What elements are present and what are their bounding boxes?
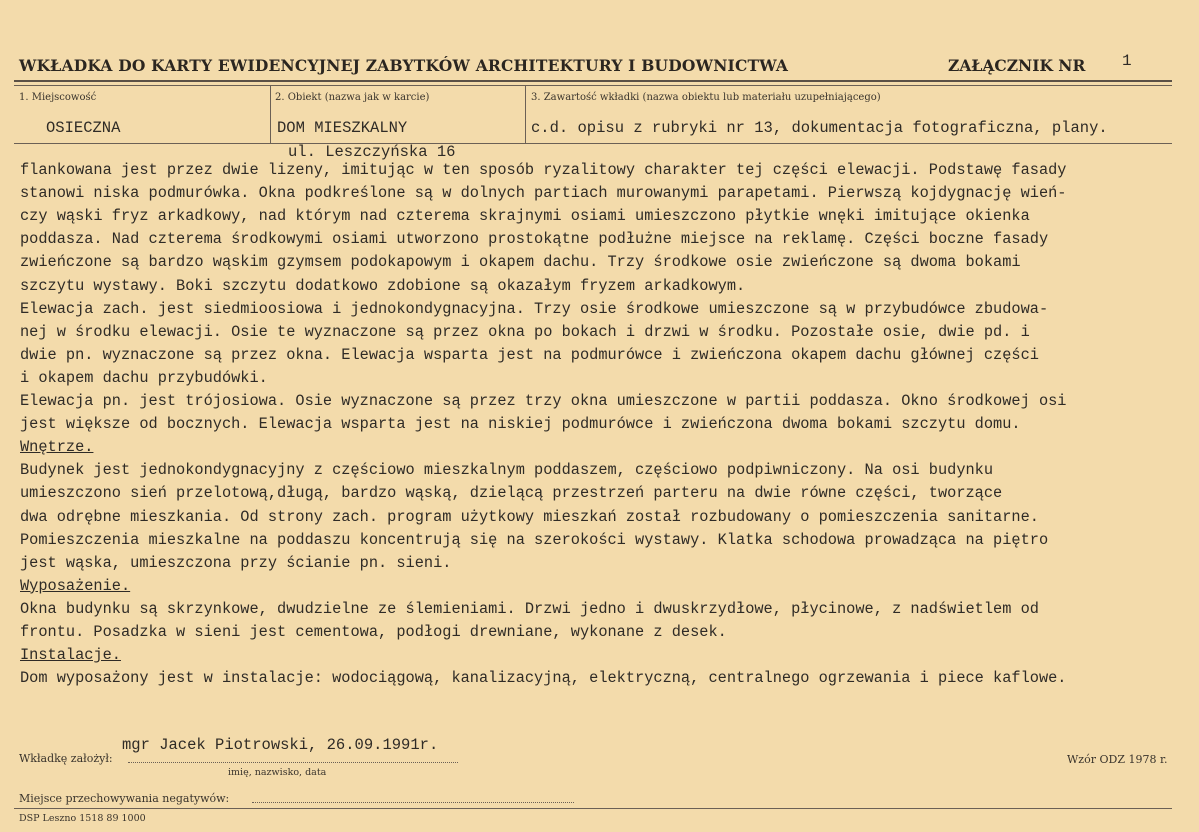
content-label: 3. Zawartość wkładki (nazwa obiektu lub materiału uzupełniającego) [531,92,881,103]
form-title: WKŁADKA DO KARTY EWIDENCYJNEJ ZABYTKÓW ARCHITEKTURY I BUDOWNICTWA [19,56,789,75]
attachment-label: ZAŁĄCZNIK NR [948,56,1086,75]
header-rule [14,80,1172,82]
place-value: OSIECZNA [46,119,121,137]
prepared-dotted-line [128,762,458,763]
body-line: dwie pn. wyznaczone są przez okna. Elewacja wsparta jest na podmurówce i zwieńczona okapem dachu głównej części [20,345,1039,364]
header-rule-thin [14,85,1172,86]
body-line: i okapem dachu przybudówki. [20,368,268,387]
body-line: jest większe od bocznych. Elewacja wsparta jest na niskiej podmurówce i zwieńczona dwoma bokami szczytu domu. [20,415,1021,434]
body-line: nej w środku elewacji. Osie te wyznaczone są przez okna po bokach i drzwi w środku. Pozostałe osie, dwie pd. i [20,322,1030,341]
body-line: Pomieszczenia mieszkalne na poddaszu koncentrują się na szerokości wystawy. Klatka schodowa prowadząca na piętro [20,530,1049,549]
section-heading: Instalacje. [20,646,121,665]
body-line: frontu. Posadzka w sieni jest cementowa, podłogi drewniane, wykonane z desek. [20,623,727,641]
body-line: stanowi niska podmurówka. Okna podkreślone są w dolnych partiach murowanymi parapetami. Pierwszą kojdygnację wień- [20,184,1067,203]
section-heading: Wnętrze. [20,438,94,457]
print-code: DSP Leszno 1518 89 1000 [19,813,146,824]
body-line: Okna budynku są skrzynkowe, dwudzielne ze ślemieniami. Drzwi jedno i dwuskrzydłowe, płycinowe, z nadświetlem od [20,599,1039,618]
body-line: szczytu wystawy. Boki szczytu dodatkowo zdobione są okazałym fryzem arkadkowym. [20,276,746,295]
body-line: Elewacja pn. jest trójosiowa. Osie wyznaczone są przez trzy okna umieszczone w partii poddasza. Okno środkowej osi [20,392,1067,410]
section-heading: Wyposażenie. [20,576,131,595]
body-line: Elewacja zach. jest siedmioosiowa i jednokondygnacyjna. Trzy osie środkowe umieszczone są w przybudówce zbudowa- [20,299,1049,318]
form-code: Wzór ODZ 1978 r. [1067,753,1168,766]
object-label: 2. Obiekt (nazwa jak w karcie) [275,92,430,103]
body-line: zwieńczone są bardzo wąskim gzymsem podokapowym i okapem dachu. Trzy środkowe osie zwieńczone są dwoma bokami [20,253,1021,272]
content-value: c.d. opisu z rubryki nr 13, dokumentacja fotograficzna, plany. [531,119,1108,137]
negatives-dotted-line [252,802,574,803]
prepared-hint: imię, nazwisko, data [228,767,327,778]
body-line: umieszczono sień przelotową,długą, bardzo wąską, dzielącą przestrzeń parteru na dwie równe części, tworzące [20,484,1003,503]
footer-rule [14,808,1172,809]
body-line: jest wąska, umieszczona przy ścianie pn. sieni. [20,553,452,572]
body-line: flankowana jest przez dwie lizeny, imitując w ten sposób ryzalitowy charakter tej części elewacji. Podstawę fasady [20,161,1067,179]
body-line: poddasza. Nad czterema środkowymi osiami utworzono prostokątne podłużne miejsce na reklamę. Części boczne fasady [20,230,1049,249]
body-line: Budynek jest jednokondygnacyjny z częściowo mieszkalnym poddaszem, częściowo podpiwniczony. Na osi budynku [20,461,994,480]
field-divider-1 [270,86,271,144]
object-address: ul. Leszczyńska 16 [288,143,456,161]
prepared-label: Wkładkę założył: [19,752,113,765]
prepared-value: mgr Jacek Piotrowski, 26.09.1991r. [122,736,439,754]
attachment-number: 1 [1122,52,1132,70]
body-line: czy wąski fryz arkadkowy, nad którym nad czterema skrajnymi osiami umieszczono płytkie wnęki imitujące okienka [20,207,1030,226]
place-label: 1. Miejscowość [19,92,97,103]
body-line: dwa odrębne mieszkania. Od strony zach. program użytkowy mieszkań został rozbudowany o pomieszczenia sanitarne. [20,507,1039,526]
fields-bottom-rule [14,143,1172,144]
body-line: Dom wyposażony jest w instalacje: wodociągową, kanalizacyjną, elektryczną, centralnego ogrzewania i piece kaflowe. [20,669,1067,688]
negatives-label: Miejsce przechowywania negatywów: [19,792,230,805]
object-value: DOM MIESZKALNY [277,119,408,137]
field-divider-2 [525,86,526,144]
